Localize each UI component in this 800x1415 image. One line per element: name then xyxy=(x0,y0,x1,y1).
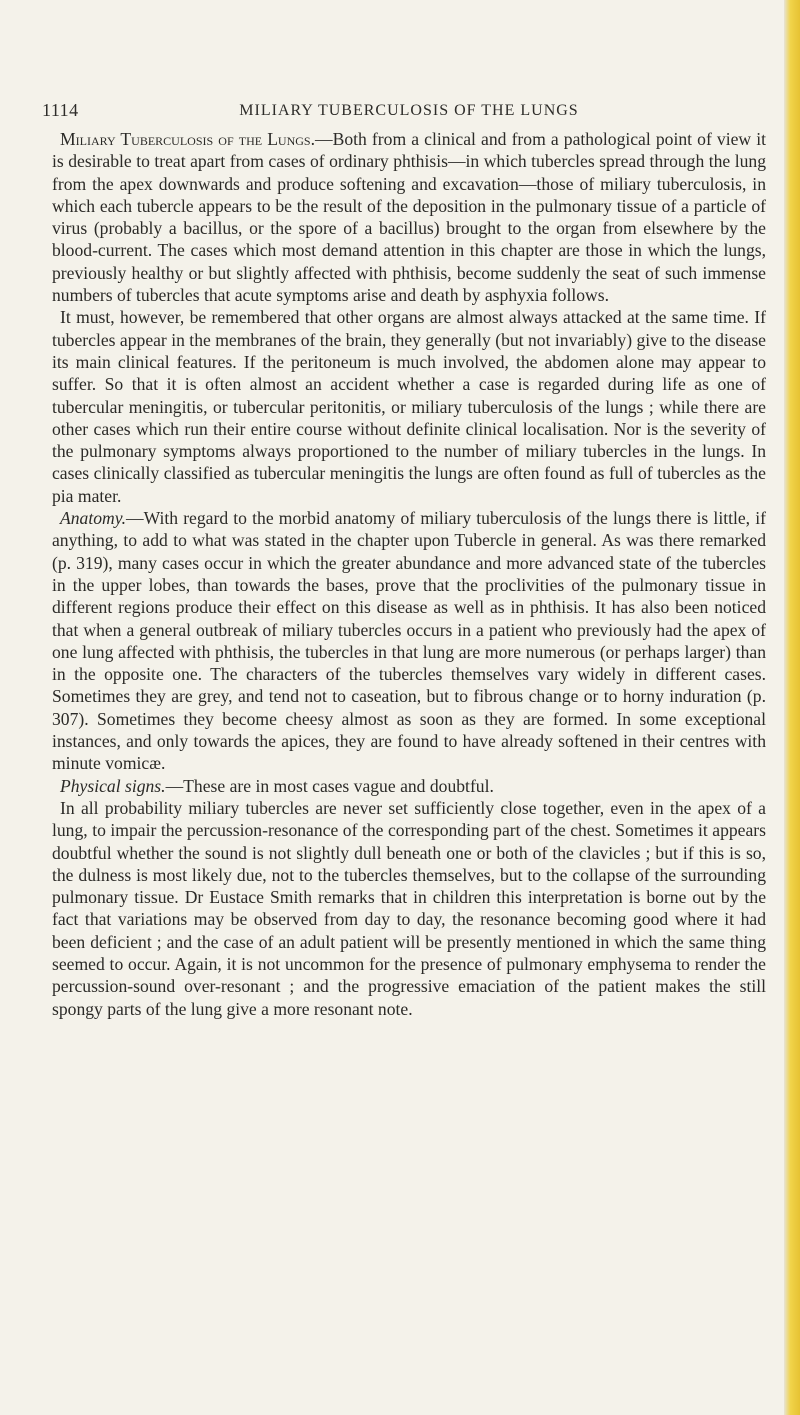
section-lead: Anatomy. xyxy=(60,508,126,529)
paragraph-other-organs xyxy=(52,306,766,507)
page-edge xyxy=(784,0,800,1415)
paragraph-physical-signs xyxy=(52,775,766,797)
paragraph-text: —With regard to the morbid anatomy of miliary tuberculosis of the lungs there is little, if anything, to add to what was stated in the chapter upon Tubercle in general. As was there remarked (p. 319), many cases occur in which the greater abundance and more advanced state of the tubercles in the upper lobes, than towards the bases, prove that the proclivities of the pulmonary tissue in different regions produce their effect on this disease as well as in phthisis. It has also been noticed that when a general outbreak of miliary tubercles occurs in a patient who previously had the apex of one lung affected with phthisis, the tubercles in that lung are more numerous (or perhaps larger) than in the opposite one. The characters of the tubercles themselves vary widely in different cases. Sometimes they are grey, and tend not to caseation, but to fibrous change or to horny induration (p. 307). Sometimes they become cheesy almost as soon as they are formed. In some exceptional instances, and only towards the apices, they are found to have already softened in their centres with minute vomicæ. xyxy=(52,508,766,774)
paragraph-text: —These are in most cases vague and doubtful. xyxy=(165,775,494,796)
paragraph-anatomy xyxy=(52,507,766,775)
paragraph-text: In all probability miliary tubercles are never set sufficiently close together, even in the apex of a lung, to impair the percussion-resonance of the corresponding part of the chest. Sometimes it appears doubtful whether the sound is not slightly dull beneath one or both of the clavicles ; but if this is so, the dulness is most likely due, not to the tubercles themselves, but to the collapse of the surrounding pulmonary tissue. Dr Eustace Smith remarks that in children this interpretation is borne out by the fact that variations may be observed from day to day, the resonance becoming good where it had been deficient ; and the case of an adult patient will be presently mentioned in which the same thing seemed to occur. Again, it is not uncommon for the presence of pulmonary emphysema to render the percussion-sound over-resonant ; and the progressive emaciation of the patient makes the still spongy parts of the lung give a more resonant note. xyxy=(52,797,766,1019)
running-head xyxy=(42,100,766,122)
paragraph-text: It must, however, be remembered that other organs are almost always attacked at the same time. If tubercles appear in the membranes of the brain, they generally (but not invariably) give to the disease its main clinical features. If the peritoneum is much involved, the abdomen alone may appear to suffer. So that it is often almost an accident whether a case is regarded during life as one of tubercular meningitis, or tubercular peritonitis, or miliary tuberculosis of the lungs ; while there are other cases which run their entire course without definite clinical localisation. Nor is the severity of the pulmonary symptoms always proportioned to the number of miliary tubercles in the lungs. In cases clinically classified as tubercular meningitis the lungs are often found as full of tubercles as the pia mater. xyxy=(52,307,766,506)
running-title: MILIARY TUBERCULOSIS OF THE LUNGS xyxy=(239,102,579,119)
book-page xyxy=(42,100,766,1020)
section-lead: Physical signs. xyxy=(60,775,166,796)
body-text xyxy=(52,128,766,1020)
page-number: 1114 xyxy=(42,100,79,120)
paragraph-text: —Both from a clinical and from a pathological point of view it is desirable to treat apart from cases of ordinary phthisis—in which tubercles spread through the lung from the apex downwards and produce softening and excavation—those of miliary tuberculosis, in which each tubercle appears to be the result of the deposition in the pulmonary tissue of a particle of virus (probably a bacillus, or the spore of a bacillus) brought to the organ from elsewhere by the blood-current. The cases which most demand attention in this chapter are those in which the lungs, previously healthy or but slightly affected with phthisis, become suddenly the seat of such immense numbers of tubercles that acute symptoms arise and death by asphyxia follows. xyxy=(52,129,766,306)
paragraph-percussion xyxy=(52,797,766,1020)
section-lead: Miliary Tuberculosis of the Lungs. xyxy=(60,129,316,149)
paragraph-miliary-tuberculosis xyxy=(52,128,766,306)
